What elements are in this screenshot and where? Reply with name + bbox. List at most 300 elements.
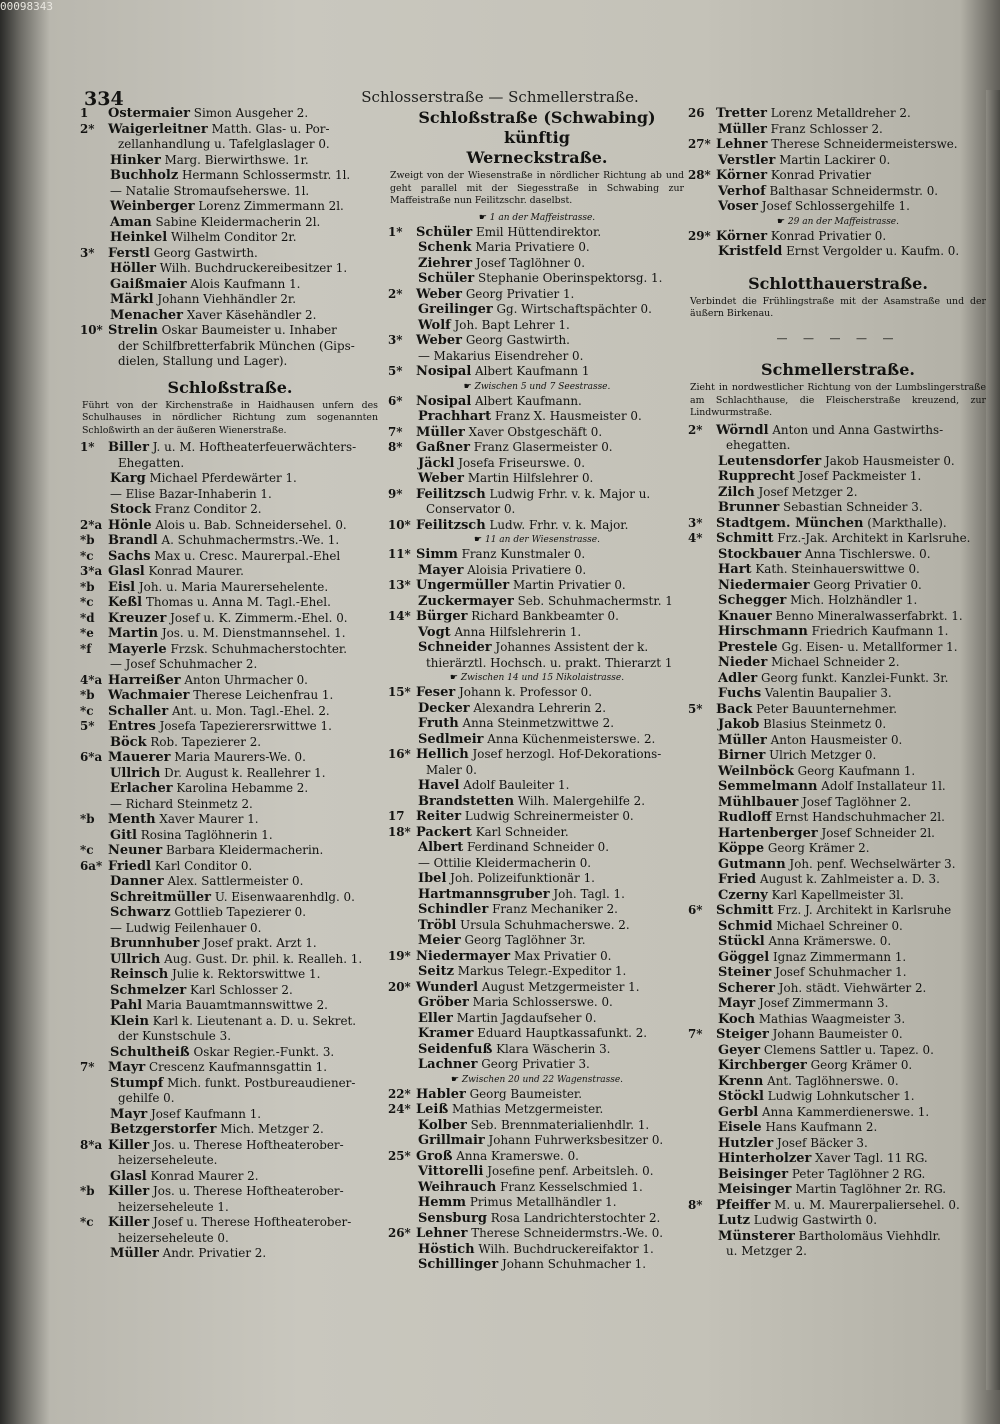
directory-entry [80, 215, 380, 231]
resident-surname: Erlacher [110, 781, 173, 796]
resident-surname: Hönle [108, 517, 152, 533]
house-number: 13* [388, 578, 411, 592]
resident-details: Anna Hilfslehrerin 1. [454, 624, 582, 639]
resident-details: Rob. Tapezierer 2. [150, 734, 262, 749]
resident-surname: Mayer [418, 562, 464, 578]
resident-surname: Meier [418, 933, 461, 948]
resident-details: Josef Schlossergehilfe 1. [761, 199, 910, 213]
resident-details: Georg Gastwirth. [153, 245, 258, 260]
resident-details: Konrad Privatier [770, 168, 872, 182]
directory-entry [80, 533, 380, 549]
resident-details: Gottlieb Tapezierer 0. [174, 905, 307, 919]
resident-details: — Makarius Eisendreher 0. [418, 348, 584, 363]
resident-details: Georg Privatier 1. [465, 286, 575, 301]
directory-entry [388, 1242, 686, 1258]
directory-entry [80, 1014, 380, 1030]
resident-details: Wilhelm Conditor 2r. [170, 230, 297, 244]
resident-details: Benno Mineralwasserfabrkt. 1. [775, 608, 963, 623]
directory-entry [388, 856, 686, 872]
resident-details: Ernst Vergolder u. Kaufm. 0. [786, 244, 960, 258]
resident-details: Therese Leichenfrau 1. [193, 688, 334, 702]
resident-surname: Klein [110, 1013, 149, 1029]
directory-entry [688, 1089, 988, 1105]
directory-entry [80, 890, 380, 906]
resident-details: Adolf Installateur 1l. [821, 779, 946, 793]
directory-entry [688, 1136, 988, 1152]
resident-details: Ferdinand Schneider 0. [467, 840, 609, 854]
resident-details: Frz.-Jak. Architekt in Karlsruhe. [777, 531, 971, 545]
resident-surname: Feser [416, 685, 456, 700]
resident-surname: Schindler [418, 902, 489, 917]
resident-details: Anna Kammerdienerswe. 1. [762, 1104, 930, 1119]
resident-surname: Ullrich [110, 951, 161, 967]
directory-entry [688, 1027, 988, 1043]
resident-surname: Gerbl [718, 1104, 759, 1120]
resident-surname: Havel [418, 778, 460, 793]
resident-details: Therese Schneidermeisterswe. [771, 137, 958, 151]
directory-entry [80, 688, 380, 704]
directory-entry [688, 106, 988, 122]
column-right-top-entries [688, 106, 988, 260]
resident-surname: Höstich [418, 1241, 475, 1257]
resident-surname: Vogt [418, 624, 451, 640]
directory-entry [688, 857, 988, 873]
resident-details: Wilh. Buchdruckereibesitzer 1. [159, 261, 348, 275]
directory-entry [80, 1107, 380, 1123]
directory-entry [688, 1151, 988, 1167]
directory-entry [80, 998, 380, 1014]
directory-entry [80, 781, 380, 797]
house-number: 20* [388, 979, 411, 994]
resident-details: Georg Kaufmann 1. [797, 763, 916, 778]
resident-surname: Zilch [718, 484, 755, 500]
resident-surname: Reinsch [110, 967, 169, 982]
entry-continuation: gehilfe 0. [118, 1091, 175, 1105]
resident-surname: Lutz [718, 1213, 750, 1228]
resident-details: Josef Kaufmann 1. [151, 1106, 262, 1121]
resident-details: Josef u. K. Zimmerm.-Ehel. 0. [170, 610, 348, 625]
directory-entry [388, 964, 686, 980]
resident-surname: Jäckl [418, 455, 455, 471]
resident-details: Mathias Waagmeister 3. [758, 1011, 906, 1026]
resident-surname: Seidenfuß [418, 1041, 493, 1057]
resident-surname: Friedl [108, 858, 152, 874]
resident-surname: Böck [110, 734, 147, 750]
directory-entry [80, 874, 380, 890]
resident-surname: Kristfeld [718, 244, 783, 259]
directory-entry [80, 812, 380, 828]
directory-entry [80, 1184, 380, 1200]
directory-entry [80, 323, 380, 339]
resident-surname: Wolf [418, 317, 451, 333]
resident-details: Georg Privatier 0. [813, 577, 922, 592]
directory-entry [388, 809, 686, 825]
house-number: *b [80, 1184, 95, 1198]
directory-entry [688, 826, 988, 842]
resident-details: Gg. Wirtschaftspächter 0. [496, 302, 652, 316]
resident-details: — Ludwig Feilenhauer 0. [110, 920, 262, 935]
house-number: 26 [688, 106, 705, 120]
resident-surname: Schwarz [110, 905, 171, 920]
directory-entry [80, 611, 380, 627]
directory-entry [388, 1026, 686, 1042]
resident-details: Georg funkt. Kanzlei-Funkt. 3r. [761, 670, 949, 685]
resident-details: Anna Küchenmeisterswe. 2. [487, 731, 656, 746]
resident-surname: Nieder [718, 655, 768, 670]
resident-details: Maria Schlosserswe. 0. [472, 995, 613, 1009]
resident-details: Friedrich Kaufmann 1. [811, 624, 949, 638]
house-number: 3* [388, 333, 403, 347]
house-number: 4* [688, 531, 703, 545]
column-right-entries [688, 423, 988, 1260]
resident-surname: Schmelzer [110, 982, 187, 998]
resident-surname: Ferstl [108, 245, 150, 261]
resident-details: A. Schuhmachermstrs.-We. 1. [161, 533, 340, 547]
resident-surname: Höller [110, 261, 156, 276]
resident-surname: Killer [108, 1184, 150, 1199]
resident-details: Johann Schuhmacher 1. [501, 1257, 647, 1271]
directory-entry [388, 887, 686, 903]
resident-details: Adolf Bauleiter 1. [463, 778, 570, 792]
resident-details: Anton Hausmeister 0. [770, 732, 903, 747]
resident-details: Albert Kaufmann. [475, 393, 582, 408]
cross-reference: ☛ Zwischen 14 und 15 Nikolaistrasse. [388, 671, 686, 685]
directory-entry [80, 1169, 380, 1185]
directory-entry [388, 1011, 686, 1027]
section-title-schlossstrasse: Schloßstraße. [167, 377, 293, 397]
resident-surname: Weinberger [110, 199, 195, 214]
resident-surname: Mayr [108, 1060, 146, 1075]
directory-entry [80, 1122, 380, 1138]
directory-entry [80, 580, 380, 596]
resident-surname: Schegger [718, 593, 787, 608]
resident-details: Rosina Taglöhnerin 1. [140, 827, 273, 842]
resident-details: Josefa Tapezierersrwittwe 1. [159, 719, 332, 733]
house-number: 8* [688, 1197, 703, 1212]
resident-details: Frz. J. Architekt in Karlsruhe [777, 903, 952, 917]
resident-details: Franz Conditor 2. [154, 502, 262, 516]
resident-details: Franz Mechaniker 2. [492, 902, 618, 916]
resident-surname: Weilnböck [718, 763, 794, 779]
resident-details: Josef Taglöhner 2. [802, 794, 912, 809]
resident-surname: Rupprecht [718, 469, 795, 484]
resident-details: Max Privatier 0. [513, 948, 612, 963]
directory-entry [688, 686, 988, 702]
resident-surname: Glasl [110, 1168, 147, 1184]
resident-surname: Bürger [416, 609, 468, 624]
cross-reference: ☛ 29 an der Maffeistrasse. [688, 215, 988, 229]
resident-surname: Rudloff [718, 810, 772, 825]
house-number: 8* [388, 440, 403, 454]
scan-id: 00098343 [0, 0, 53, 13]
resident-details: Franz Glasermeister 0. [473, 440, 613, 454]
directory-entry [80, 106, 380, 122]
resident-details: Ignaz Zimmermann 1. [772, 949, 907, 964]
directory-entry [80, 487, 380, 503]
resident-surname: Märkl [110, 292, 154, 307]
house-number: 2* [688, 422, 703, 437]
resident-details: Valentin Baupalier 3. [764, 686, 892, 700]
house-number: 14* [388, 609, 411, 623]
resident-details: Richard Bankbeamter 0. [471, 609, 619, 623]
directory-entry [688, 764, 988, 780]
directory-entry [688, 1120, 988, 1136]
resident-details: Joh. penf. Wechselwärter 3. [789, 856, 956, 871]
resident-surname: Verhof [718, 183, 766, 199]
resident-details: Anna Steinmetzwittwe 2. [462, 716, 614, 730]
directory-entry [80, 440, 380, 456]
directory-entry [688, 137, 988, 153]
resident-details: U. Eisenwaarenhdlg. 0. [214, 889, 355, 904]
directory-entry [688, 1198, 988, 1214]
resident-details: Alexandra Lehrerin 2. [473, 700, 607, 715]
resident-details: Johannes Assistent der k. [495, 640, 649, 654]
house-number: 5* [388, 364, 403, 378]
resident-surname: Hart [718, 562, 752, 577]
resident-surname: Adler [718, 670, 758, 686]
directory-entry [80, 471, 380, 487]
directory-entry [80, 921, 380, 937]
directory-entry [688, 717, 988, 733]
resident-surname: Mühlbauer [718, 794, 799, 810]
directory-entry [80, 719, 380, 735]
house-number: 3* [688, 515, 703, 530]
house-number: 5* [688, 701, 703, 716]
directory-entry [80, 277, 380, 293]
resident-details: Klara Wäscherin 3. [496, 1041, 611, 1056]
resident-surname: Weber [418, 471, 465, 486]
resident-details: Martin Privatier 0. [512, 578, 626, 592]
resident-details: Karl Kapellmeister 3l. [771, 887, 904, 902]
section-description: Zieht in nordwestlicher Richtung von der Lumbslingerstraße am Schlachthause, die Fleischerstraße kreuzend, zur Lindwurmstraße. [690, 382, 986, 418]
resident-surname: Neuner [108, 843, 163, 858]
directory-entry [80, 564, 380, 580]
resident-surname: Buchholz [110, 168, 179, 183]
resident-details: Jakob Hausmeister 0. [825, 453, 955, 468]
resident-surname: Menacher [110, 307, 184, 323]
resident-surname: Biller [108, 440, 149, 455]
resident-surname: Weber [416, 333, 463, 348]
resident-details: Crescenz Kaufmannsgattin 1. [149, 1060, 327, 1074]
cross-reference: ☛ 1 an der Maffeistrasse. [388, 211, 686, 225]
directory-entry [688, 981, 988, 997]
resident-surname: Hirschmann [718, 624, 808, 639]
resident-surname: Gitl [110, 827, 137, 843]
directory-entry [388, 349, 686, 365]
house-number: 10* [388, 517, 411, 532]
directory-entry [688, 996, 988, 1012]
house-number: *b [80, 533, 95, 547]
directory-entry [80, 952, 380, 968]
directory-entry [388, 271, 686, 287]
resident-details: Michael Schreiner 0. [776, 918, 903, 933]
directory-entry [388, 625, 686, 641]
directory-entry [388, 918, 686, 934]
resident-surname: Sachs [108, 548, 151, 564]
directory-entry [388, 456, 686, 472]
resident-details: Martin Lackirer 0. [779, 152, 891, 167]
cross-reference: ☛ Zwischen 5 und 7 Seestrasse. [388, 380, 686, 394]
entry-continuation: heizerseheleute 1. [118, 1199, 229, 1214]
resident-details: Johann Fuhrwerksbesitzer 0. [488, 1133, 664, 1147]
resident-surname: Müller [416, 424, 465, 440]
resident-details: Karl Conditor 0. [154, 858, 253, 873]
section-title-line1: Schloßstraße (Schwabing) künftig [418, 108, 656, 147]
resident-details: Marg. Bierwirthswe. 1r. [164, 152, 309, 167]
house-number: 6* [688, 903, 703, 917]
resident-surname: Packert [416, 824, 472, 840]
house-number: 6*a [80, 750, 103, 764]
resident-details: (Markthalle). [867, 515, 947, 530]
house-number: 8*a [80, 1137, 103, 1152]
directory-entry [388, 487, 686, 503]
resident-surname: Weber [416, 286, 463, 302]
house-number: 4*a [80, 672, 103, 687]
section-description: Zweigt von der Wiesenstraße in nördlicher Richtung ab und geht parallel mit der Siegesstraße in Schwabing zur Maffeistraße nun Feilitzschr. daselbst. [390, 170, 684, 206]
resident-details: Josefa Friseurswe. 0. [458, 455, 585, 470]
directory-entry [688, 244, 988, 260]
resident-details: Mich. Holzhändler 1. [790, 593, 918, 607]
resident-surname: Ungermüller [416, 578, 510, 593]
resident-surname: Kirchberger [718, 1058, 807, 1073]
resident-surname: Prachhart [418, 409, 492, 424]
resident-details: Peter Taglöhner 2 RG. [791, 1166, 926, 1181]
house-number: 16* [388, 747, 411, 761]
directory-entry [80, 859, 380, 875]
resident-surname: Mauerer [108, 750, 171, 765]
resident-surname: Müller [110, 1246, 159, 1261]
directory-entry [688, 122, 988, 138]
directory-entry [388, 1102, 686, 1118]
directory-entry [80, 1138, 380, 1154]
directory-entry [688, 593, 988, 609]
resident-details: Jos. u. M. Dienstmannsehel. 1. [161, 626, 346, 640]
directory-entry [388, 1042, 686, 1058]
resident-surname: Tröbl [418, 917, 457, 933]
resident-details: Josef Bäcker 3. [776, 1135, 868, 1150]
directory-entry [388, 685, 686, 701]
directory-entry [688, 655, 988, 671]
directory-entry [388, 1133, 686, 1149]
resident-details: Martin Hilfslehrer 0. [467, 471, 594, 485]
resident-details: Xaver Tagl. 11 RG. [815, 1151, 928, 1165]
directory-entry [688, 733, 988, 749]
directory-entry [388, 518, 686, 534]
house-number: 17 [388, 809, 405, 823]
directory-entry [688, 199, 988, 215]
resident-surname: Gutmann [718, 856, 786, 872]
resident-details: Konrad Maurer 2. [150, 1168, 259, 1183]
resident-details: Gg. Eisen- u. Metallformer 1. [781, 639, 958, 654]
resident-details: Josef prakt. Arzt 1. [203, 936, 317, 950]
resident-surname: Steiner [718, 965, 772, 980]
directory-entry [388, 1164, 686, 1180]
resident-details: Julie k. Rektorswittwe 1. [171, 967, 321, 981]
house-number: 15* [388, 685, 411, 699]
resident-surname: Fuchs [718, 686, 762, 701]
resident-details: Franz Schlosser 2. [770, 121, 883, 136]
directory-entry [688, 547, 988, 563]
resident-details: Xaver Maurer 1. [159, 812, 259, 826]
directory-entry [388, 409, 686, 425]
resident-surname: Heinkel [110, 230, 168, 245]
cross-reference: ☛ Zwischen 20 und 22 Wagenstrasse. [388, 1073, 686, 1087]
house-number: 5* [80, 719, 95, 733]
directory-entry [688, 624, 988, 640]
resident-surname: Hartenberger [718, 825, 818, 841]
resident-details: Georg Taglöhner 3r. [464, 933, 586, 947]
resident-surname: Schultheiß [110, 1044, 190, 1060]
resident-details: Sabine Kleidermacherin 2l. [155, 214, 321, 229]
resident-details: Johann Baumeister 0. [772, 1027, 903, 1041]
resident-details: — Elise Bazar-Inhaberin 1. [110, 486, 272, 501]
directory-entry [688, 671, 988, 687]
resident-details: Oskar Regier.-Funkt. 3. [193, 1044, 335, 1059]
resident-surname: Aman [110, 214, 152, 230]
directory-entry [80, 1246, 380, 1262]
resident-surname: Betzgerstorfer [110, 1122, 217, 1137]
directory-entry [388, 578, 686, 594]
house-number: 3*a [80, 564, 103, 578]
directory-entry [388, 609, 686, 625]
house-number: *c [80, 843, 94, 857]
resident-details: Primus Metallhändler 1. [469, 1195, 617, 1209]
resident-surname: Pahl [110, 998, 143, 1013]
resident-details: Matth. Glas- u. Por- [211, 121, 330, 136]
resident-details: M. u. M. Maurerpaliersehel. 0. [774, 1197, 960, 1212]
resident-details: Seb. Schuhmachermstr. 1 [517, 593, 673, 608]
resident-surname: Brunnhuber [110, 936, 200, 951]
house-number: 6a* [80, 858, 103, 873]
cross-reference: ☛ 11 an der Wiesenstrasse. [388, 533, 686, 547]
resident-surname: Jakob [718, 717, 760, 732]
resident-details: Ulrich Metzger 0. [769, 748, 877, 762]
house-number: 11* [388, 547, 411, 561]
resident-surname: Wunderl [416, 979, 479, 995]
column-middle [388, 106, 686, 1273]
resident-surname: Brandstetten [418, 793, 515, 809]
entry-continuation: thierärztl. Hochsch. u. prakt. Thierarzt 1 [426, 655, 673, 670]
entry-continuation: Maler 0. [426, 762, 477, 777]
directory-entry [688, 934, 988, 950]
directory-entry [388, 747, 686, 763]
resident-surname: Müller [718, 732, 767, 748]
directory-entry [388, 256, 686, 272]
directory-entry [388, 594, 686, 610]
directory-entry [80, 1076, 380, 1092]
directory-entry [388, 840, 686, 856]
resident-details: Josef Zimmermann 3. [759, 996, 889, 1010]
resident-surname: Lehner [416, 1226, 468, 1241]
house-number: 9* [388, 486, 403, 501]
house-number: 29* [688, 228, 711, 243]
resident-surname: Brandl [108, 533, 158, 548]
page-number: 334 [84, 88, 124, 110]
resident-details: Markus Telegr.-Expeditor 1. [457, 964, 627, 978]
directory-entry [80, 549, 380, 565]
resident-details: Georg Baumeister. [469, 1086, 583, 1101]
resident-details: Karl Schlosser 2. [190, 982, 293, 997]
house-number: *e [80, 626, 94, 640]
entry-continuation: ehegatten. [726, 438, 791, 452]
directory-entry [80, 261, 380, 277]
directory-entry [688, 469, 988, 485]
directory-entry [688, 903, 988, 919]
directory-entry [388, 640, 686, 656]
resident-surname: Göggel [718, 949, 770, 965]
entry-continuation: der Schilfbretterfabrik München (Gips- [118, 338, 355, 353]
resident-details: Martin Taglöhner 2r. RG. [795, 1182, 947, 1196]
